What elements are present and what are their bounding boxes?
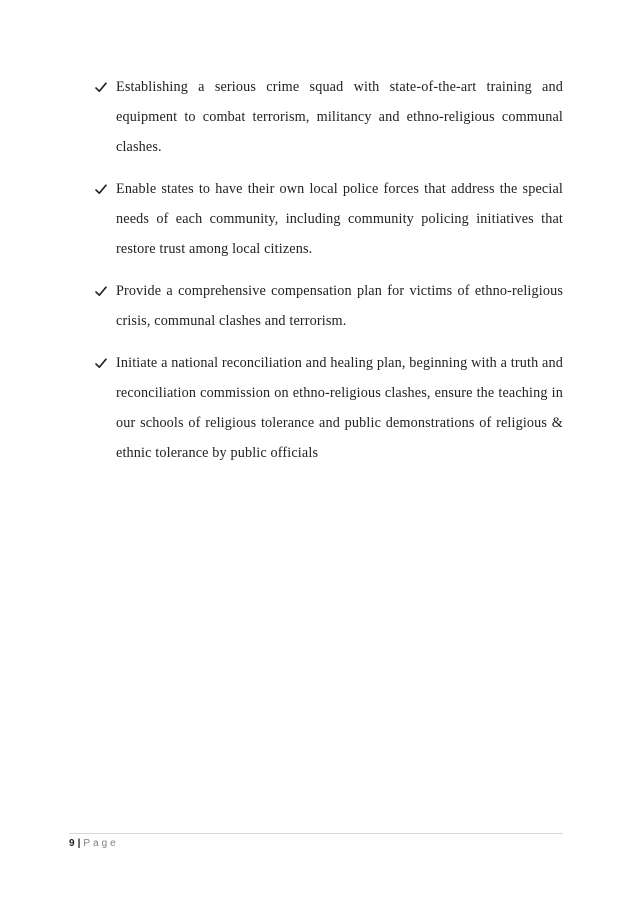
check-mark-icon <box>95 276 109 306</box>
list-item <box>95 72 563 162</box>
check-mark-icon <box>95 72 109 102</box>
page-footer <box>69 837 119 851</box>
footer-divider <box>69 833 563 834</box>
page-number: 9 <box>69 838 75 849</box>
list-item <box>95 174 563 264</box>
bullet-list <box>95 72 563 480</box>
bullet-text: Provide a comprehensive compensation plan for victims of ethno-religious crisis, communal clashes and terrorism. <box>116 283 563 329</box>
bullet-text: Establishing a serious crime squad with state-of-the-art training and equipment to combat terrorism, militancy and ethno-religious communal clashes. <box>116 79 563 155</box>
list-item <box>95 276 563 336</box>
bullet-text: Enable states to have their own local police forces that address the special needs of each community, including community policing initiatives that restore trust among local citizens. <box>116 181 563 257</box>
list-item <box>95 348 563 468</box>
bullet-text: Initiate a national reconciliation and healing plan, beginning with a truth and reconciliation commission on ethno-religious clashes, ensure the teaching in our schools of religious tolerance and public demonstrations of religious & ethnic tolerance by public officials <box>116 355 563 461</box>
footer-separator: | <box>77 838 81 849</box>
page-label: Page <box>83 838 119 849</box>
check-mark-icon <box>95 348 109 378</box>
check-mark-icon <box>95 174 109 204</box>
